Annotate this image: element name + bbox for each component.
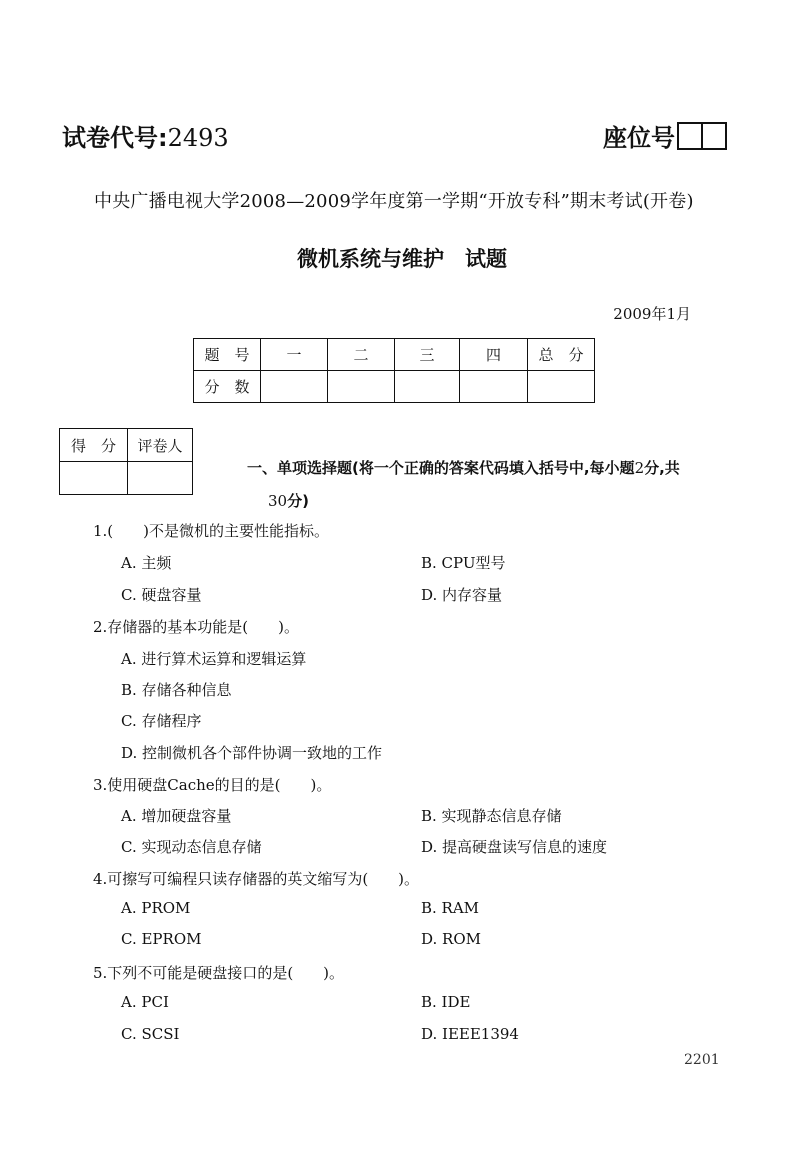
question-2-option-b[interactable]: B. 存储各种信息 bbox=[121, 681, 232, 699]
question-1-option-d[interactable]: D. 内存容量 bbox=[421, 586, 503, 604]
question-2-option-c[interactable]: C. 存储程序 bbox=[121, 712, 202, 730]
paper-code bbox=[62, 118, 229, 153]
grader-name-label: 评卷人 bbox=[128, 429, 193, 462]
exam-date: 2009年1月 bbox=[613, 305, 691, 323]
question-5-stem: 5.下列不可能是硬盘接口的是( )。 bbox=[93, 964, 345, 982]
paper-code-label: 试卷代号: bbox=[62, 124, 168, 152]
section-title-end: 分) bbox=[287, 492, 309, 510]
section-title-text: 一、单项选择题(将一个正确的答案代码填入括号中,每小题 bbox=[247, 459, 635, 477]
question-1-option-a[interactable]: A. 主频 bbox=[121, 554, 172, 572]
question-3-option-a[interactable]: A. 增加硬盘容量 bbox=[121, 807, 232, 825]
grader-score-cell[interactable] bbox=[60, 462, 128, 495]
question-4-option-d[interactable]: D. ROM bbox=[421, 930, 481, 948]
grader-table bbox=[59, 428, 193, 495]
exam-title: 微机系统与维护 试题 bbox=[297, 247, 507, 271]
question-3-option-c[interactable]: C. 实现动态信息存储 bbox=[121, 838, 262, 856]
score-header-cell: 题 号 bbox=[194, 339, 261, 371]
paper-code-value: 2493 bbox=[167, 124, 229, 152]
score-cell[interactable] bbox=[395, 371, 460, 403]
question-3-stem: 3.使用硬盘Cache的目的是( )。 bbox=[93, 776, 332, 794]
section-title bbox=[247, 452, 732, 518]
score-row-label: 分 数 bbox=[194, 371, 261, 403]
question-2-option-a[interactable]: A. 进行算术运算和逻辑运算 bbox=[121, 650, 307, 668]
seat-number-label: 座位号 bbox=[603, 124, 675, 152]
question-5-option-d[interactable]: D. IEEE1394 bbox=[421, 1025, 519, 1043]
question-1-option-b[interactable]: B. CPU型号 bbox=[421, 554, 506, 572]
question-4-option-a[interactable]: A. PROM bbox=[121, 899, 191, 917]
question-5-option-b[interactable]: B. IDE bbox=[421, 993, 471, 1011]
score-header-cell: 总 分 bbox=[528, 339, 595, 371]
grader-name-cell[interactable] bbox=[128, 462, 193, 495]
section-title-total: 30 bbox=[268, 492, 288, 510]
question-2-option-d[interactable]: D. 控制微机各个部件协调一致地的工作 bbox=[121, 744, 383, 762]
score-table-score-row bbox=[194, 371, 595, 403]
exam-subtitle: 中央广播电视大学2008—2009学年度第一学期“开放专科”期末考试(开卷) bbox=[94, 191, 694, 212]
score-cell[interactable] bbox=[460, 371, 528, 403]
score-cell[interactable] bbox=[328, 371, 395, 403]
score-cell[interactable] bbox=[261, 371, 328, 403]
score-table-header-row bbox=[194, 339, 595, 371]
score-header-cell: 三 bbox=[395, 339, 460, 371]
score-table bbox=[193, 338, 595, 403]
grader-score-label: 得 分 bbox=[60, 429, 128, 462]
seat-box-1 bbox=[679, 124, 701, 148]
score-header-cell: 四 bbox=[460, 339, 528, 371]
question-3-option-b[interactable]: B. 实现静态信息存储 bbox=[421, 807, 562, 825]
seat-box-2 bbox=[701, 124, 725, 148]
score-header-cell: 一 bbox=[261, 339, 328, 371]
page-number: 2201 bbox=[684, 1052, 720, 1068]
question-4-option-c[interactable]: C. EPROM bbox=[121, 930, 202, 948]
section-title-points: 2 bbox=[634, 459, 645, 477]
score-cell[interactable] bbox=[528, 371, 595, 403]
question-1-option-c[interactable]: C. 硬盘容量 bbox=[121, 586, 202, 604]
question-5-option-c[interactable]: C. SCSI bbox=[121, 1025, 180, 1043]
question-5-option-a[interactable]: A. PCI bbox=[121, 993, 169, 1011]
score-header-cell: 二 bbox=[328, 339, 395, 371]
question-4-option-b[interactable]: B. RAM bbox=[421, 899, 480, 917]
seat-number-boxes bbox=[677, 122, 727, 150]
question-2-stem: 2.存储器的基本功能是( )。 bbox=[93, 618, 300, 636]
section-title-text-2: 分,共 bbox=[644, 459, 680, 477]
seat-number bbox=[603, 118, 727, 153]
question-4-stem: 4.可擦写可编程只读存储器的英文缩写为( )。 bbox=[93, 870, 420, 888]
question-3-option-d[interactable]: D. 提高硬盘读写信息的速度 bbox=[421, 838, 608, 856]
question-1-stem: 1.( )不是微机的主要性能指标。 bbox=[93, 522, 330, 540]
